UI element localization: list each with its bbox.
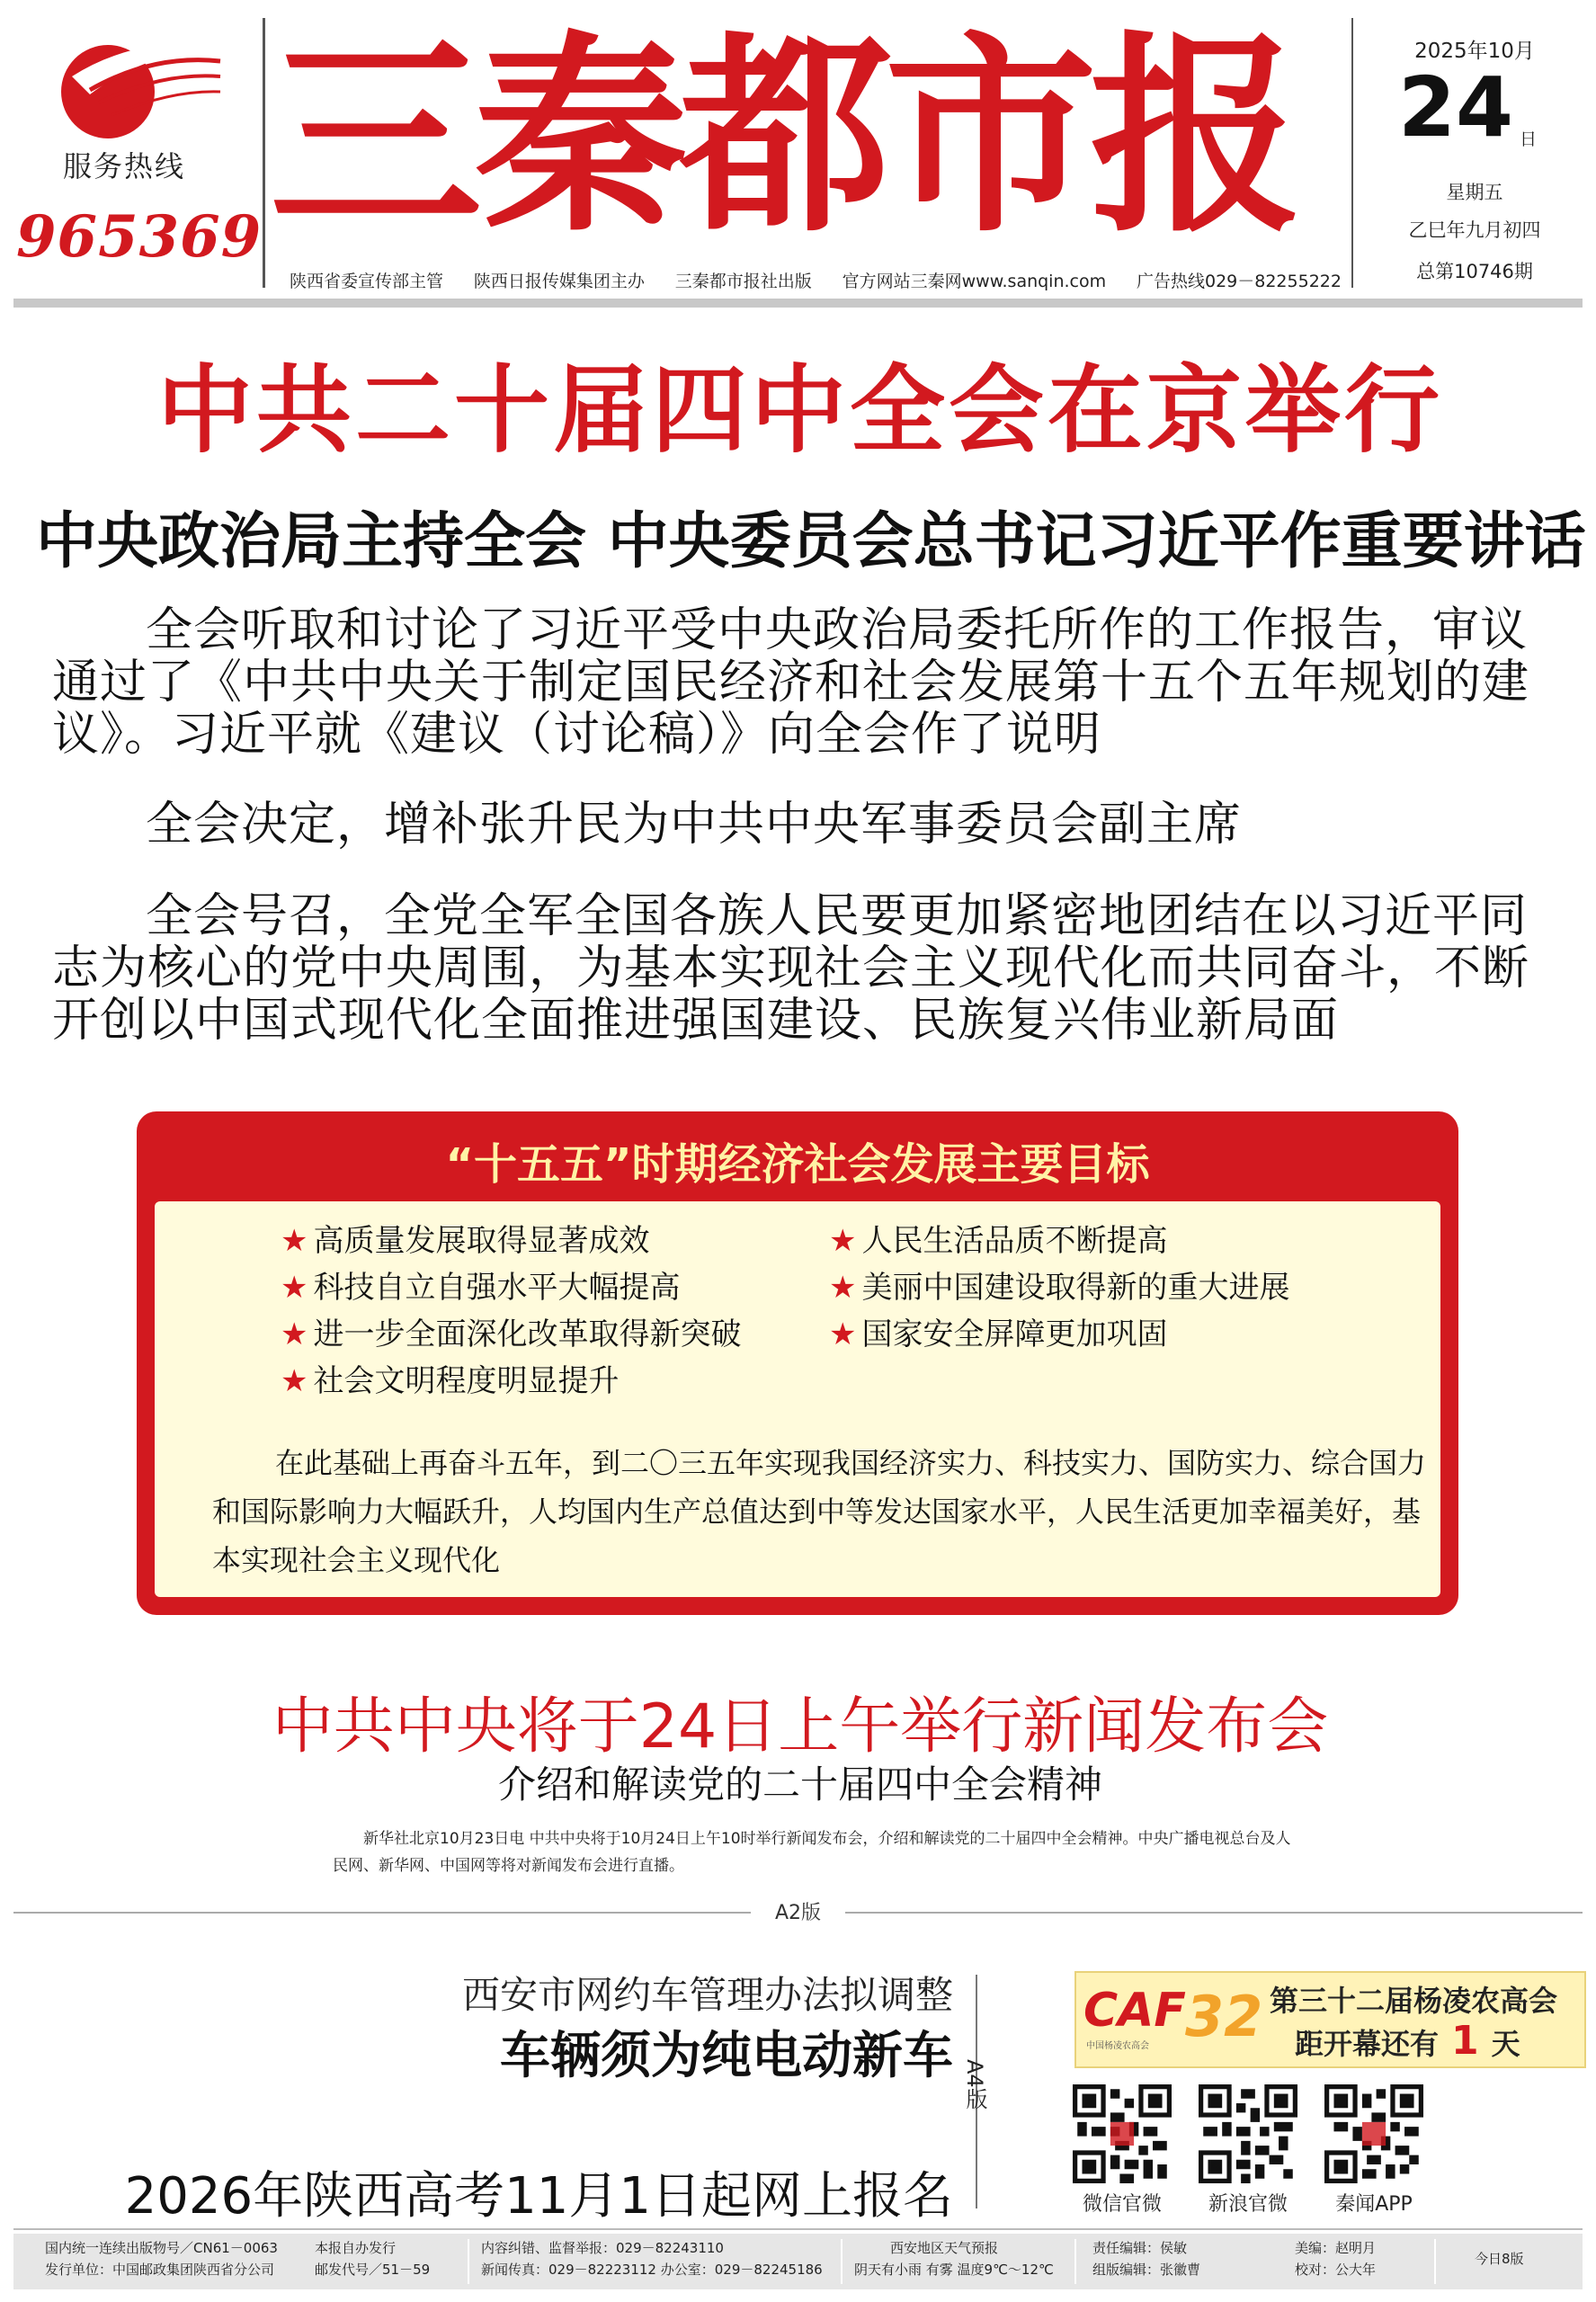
goals-note: 在此基础上再奋斗五年，到二〇三五年实现我国经济实力、科技实力、国防实力、综合国力和国际影响力大幅跃升，人均国内生产总值达到中等发达国家水平，人民生活更加幸福美好，基本实现社会主义现代化	[212, 1446, 1427, 1577]
date-year-month: 2025年10月	[1414, 40, 1535, 63]
press-headline[interactable]: 中共中央将于24日上午举行新闻发布会	[272, 1691, 1329, 1762]
weather-forecast: 阴天有小雨 有雾 温度9℃～12℃	[854, 2262, 1054, 2278]
goal-item: ★ 高质量发展取得显著成效	[281, 1223, 650, 1259]
goal-item: ★ 美丽中国建设取得新的重大进展	[829, 1270, 1290, 1306]
newspaper-logo-icon	[36, 27, 225, 144]
star-icon: ★	[829, 1223, 857, 1259]
lead-headline[interactable]: 中共二十届四中全会在京举行	[157, 355, 1443, 466]
star-icon: ★	[281, 1270, 308, 1306]
countdown-prefix: 距开幕还有	[1295, 2027, 1440, 2061]
footer-divider	[468, 2239, 469, 2284]
lead-paragraph: 全会听取和讨论了习近平受中央政治局委托所作的工作报告，审议通过了《中共中央关于制定国民经济和社会发展第十五个五年规划的建议》。习近平就《建议（讨论稿）》向全会作了说明	[52, 603, 1530, 762]
newspaper-title: 三秦都市报	[270, 11, 1296, 261]
footer-divider	[841, 2239, 843, 2284]
star-icon: ★	[829, 1270, 857, 1306]
weekday: 星期五	[1446, 182, 1503, 203]
publication-info-item: 陕西日报传媒集团主办	[473, 272, 645, 291]
qr-label: 微信官微	[1082, 2193, 1162, 2216]
goal-item: ★ 科技自立自强水平大幅提高	[281, 1270, 681, 1306]
lead-paragraph: 全会决定，增补张升民为中共中央军事委员会副主席	[146, 798, 1243, 852]
qr-label: 秦闻APP	[1335, 2193, 1413, 2216]
countdown-suffix: 天	[1491, 2027, 1520, 2061]
publication-info-item: 陕西省委宣传部主管	[290, 272, 444, 291]
footer-divider	[1434, 2239, 1436, 2284]
press-subheadline: 介绍和解读党的二十届四中全会精神	[497, 1762, 1102, 1807]
goal-item: ★ 人民生活品质不断提高	[829, 1223, 1168, 1259]
caf-logo-subtitle: 中国杨凌农高会	[1086, 2041, 1149, 2051]
footer-line: 新闻传真：029－82223112 办公室：029－82245186	[481, 2262, 823, 2278]
qr-code-icon[interactable]	[1324, 2084, 1423, 2183]
qr-code-icon[interactable]	[1073, 2084, 1172, 2183]
lead-paragraph: 全会号召，全党全军全国各族人民要更加紧密地团结在以习近平同志为核心的党中央周围，为基本实现社会主义现代化而共同奋斗，不断开创以中国式现代化全面推进强国建设、民族复兴伟业新局面	[52, 889, 1530, 1048]
weather-title: 西安地区天气预报	[890, 2240, 999, 2256]
footer-divider	[1074, 2239, 1076, 2284]
caf-edition-number: 32	[1185, 1984, 1263, 2049]
publication-info-item: 三秦都市报社出版	[674, 272, 812, 291]
star-icon: ★	[829, 1316, 857, 1352]
masthead-rule	[13, 299, 1583, 308]
footer-rule	[13, 2228, 1583, 2230]
hotline-number: 965369	[16, 203, 263, 271]
issue-number: 总第10746期	[1416, 261, 1533, 282]
teaser-headline[interactable]: 车辆须为纯电动新车	[500, 2027, 953, 2085]
publication-info	[290, 268, 1342, 292]
page-count: 今日8版	[1475, 2251, 1524, 2267]
publication-info-item: 广告热线029－82255222	[1136, 272, 1342, 291]
page-reference[interactable]: A4版	[962, 2059, 987, 2110]
date-day-suffix: 日	[1520, 129, 1538, 149]
countdown-days: 1	[1451, 2018, 1479, 2064]
section-divider	[13, 1912, 751, 1914]
goal-item: ★ 国家安全屏障更加巩固	[829, 1316, 1168, 1352]
footer-line: 国内统一连续出版物号／CN61－0063	[45, 2240, 278, 2256]
star-icon: ★	[281, 1316, 308, 1352]
press-body: 新华社北京10月23日电 中共中央将于10月24日上午10时举行新闻发布会，介绍和解读党的二十届四中全会精神。中央广播电视总台及人民网、新华网、中国网等将对新闻发布会进行直播。	[333, 1830, 1291, 1875]
caf-logo: CAF	[1083, 1984, 1186, 2038]
footer-line: 组版编辑：张徽曹	[1092, 2262, 1201, 2278]
goal-item: ★ 社会文明程度明显提升	[281, 1363, 620, 1399]
footer-line: 发行单位：中国邮政集团陕西省分公司	[45, 2262, 275, 2278]
footer-line: 校对：公大年	[1295, 2262, 1377, 2278]
star-icon: ★	[281, 1363, 308, 1399]
section-divider	[845, 1912, 1583, 1914]
lunar-date: 乙巳年九月初四	[1408, 219, 1541, 241]
goals-title: “十五五”时期经济社会发展主要目标	[445, 1139, 1150, 1190]
caf-title: 第三十二届杨凌农高会	[1270, 1984, 1558, 2018]
masthead-divider	[263, 18, 265, 288]
date-day: 24	[1398, 59, 1514, 156]
qr-code-icon[interactable]	[1199, 2084, 1297, 2183]
website-link[interactable]: 官方网站三秦网www.sanqin.com	[842, 272, 1107, 291]
footer-line: 邮发代号／51－59	[315, 2262, 431, 2278]
caf-countdown	[1295, 2018, 1520, 2064]
star-icon: ★	[281, 1223, 308, 1259]
qr-label: 新浪官微	[1208, 2193, 1288, 2216]
footer-line: 本报自办发行	[315, 2240, 397, 2256]
page-reference[interactable]: A2版	[774, 1902, 822, 1924]
teaser-kicker: 西安市网约车管理办法拟调整	[461, 1973, 953, 2017]
footer-line: 责任编辑：侯敏	[1092, 2240, 1188, 2256]
goal-item: ★ 进一步全面深化改革取得新突破	[281, 1316, 742, 1352]
footer-line: 美编：赵明月	[1295, 2240, 1377, 2256]
lead-subheadline: 中央政治局主持全会 中央委员会总书记习近平作重要讲话	[36, 506, 1586, 577]
footer-line: 内容纠错、监督举报：029－82243110	[481, 2240, 724, 2256]
teaser-headline[interactable]: 2026年陕西高考11月1日起网上报名	[124, 2167, 953, 2226]
hotline-label: 服务热线	[63, 149, 186, 183]
